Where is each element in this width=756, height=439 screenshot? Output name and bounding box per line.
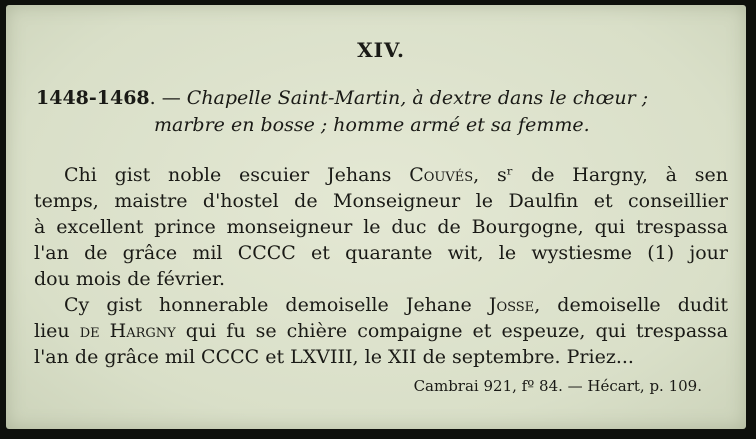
inscription1-line: temps, maistre d'hostel de Monseigneur le Daulfin et conseillier [34, 190, 728, 212]
document-page [6, 5, 746, 429]
entry-description-line1: Chapelle Saint-Martin, à dextre dans le chœur ; [186, 87, 649, 109]
entry-separator: . — [149, 87, 187, 109]
inscription2-line: l'an de grâce mil CCCC et LXVIII, le XII de septembre. Priez... [34, 346, 634, 368]
text-fragment: , sʳ de Hargny, à sen [473, 164, 728, 186]
inscription1-line [34, 162, 728, 188]
text-fragment: Chi gist noble escuier Jehans [64, 164, 410, 186]
entry-dates: 1448-1468 [36, 87, 150, 109]
place-name: de Hargny [79, 320, 176, 342]
surname: Couvés [409, 164, 474, 186]
text-fragment: qui fu se chière compaigne et espeuze, qui trespassa [175, 320, 728, 342]
inscription-text [34, 162, 728, 370]
inscription1-line: l'an de grâce mil CCCC et quarante wit, le wystiesme (1) jour [34, 242, 728, 264]
inscription1-line: à excellent prince monseigneur le duc de Bourgogne, qui trespassa [34, 216, 728, 238]
section-number: XIV. [357, 38, 405, 62]
entry-description-line2: marbre en bosse ; homme armé et sa femme. [154, 114, 590, 136]
inscription2-line [34, 292, 728, 318]
text-fragment: , demoiselle dudit [534, 294, 728, 316]
inscription1-line: dou mois de février. [34, 268, 226, 290]
entry-heading [36, 85, 726, 139]
inscription2-line [34, 318, 728, 344]
text-fragment: Cy gist honnerable demoiselle Jehane [64, 294, 489, 316]
text-fragment: lieu [34, 320, 80, 342]
surname: Josse [488, 294, 535, 316]
source-reference: Cambrai 921, fº 84. — Hécart, p. 109. [413, 377, 702, 395]
